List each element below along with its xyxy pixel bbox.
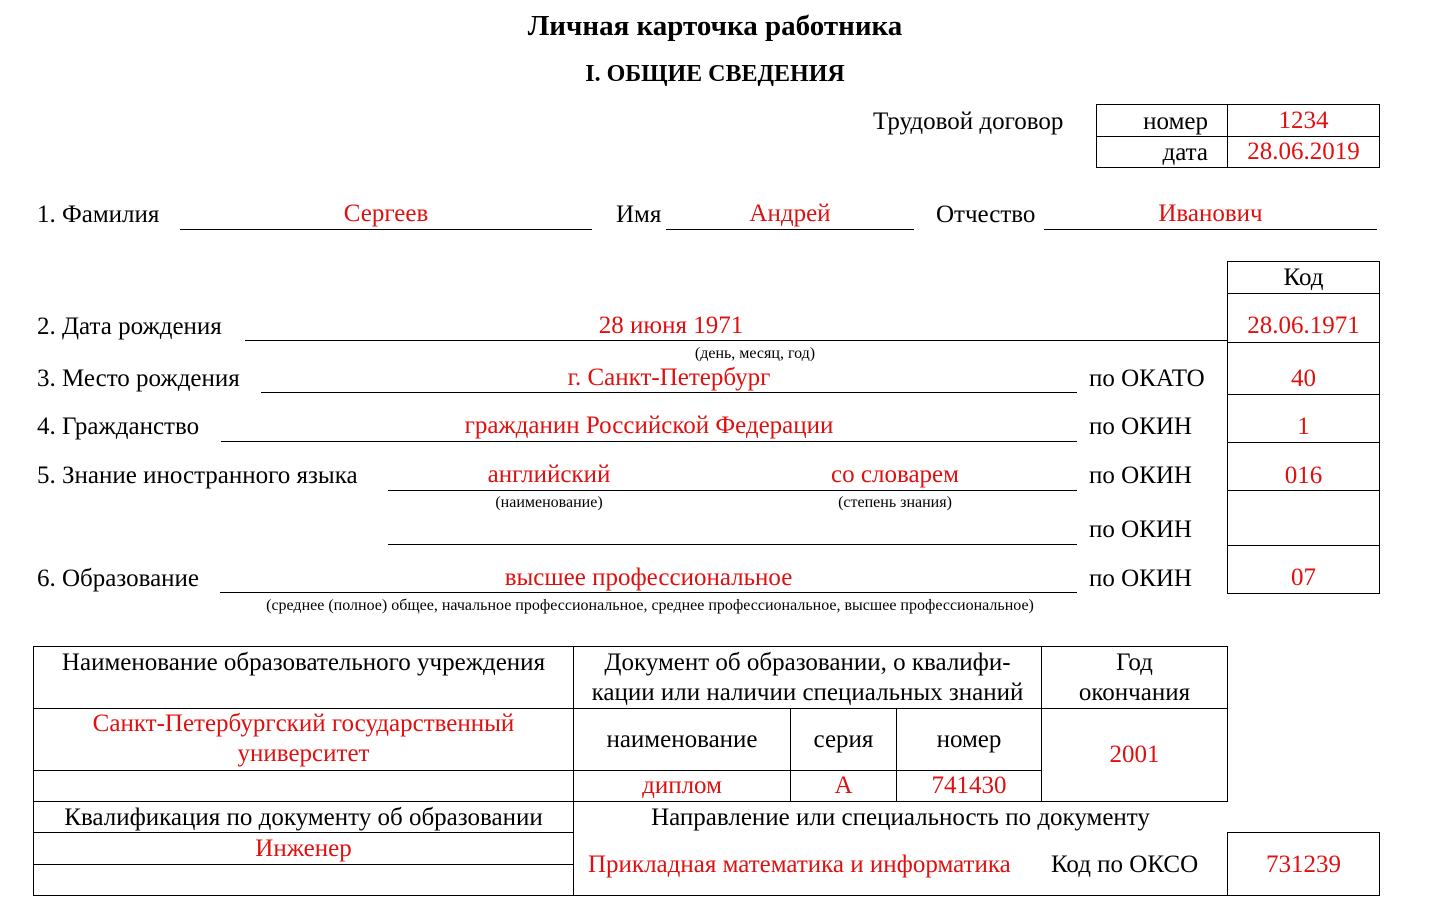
language2-field[interactable] [388,544,1077,545]
okso-code-field[interactable]: 731239 [1266,851,1341,878]
birth-date-field[interactable]: 28 июня 1971 [598,312,744,339]
section-title: I. ОБЩИЕ СВЕДЕНИЯ [585,61,845,87]
okin-label-language: по ОКИН [1089,462,1192,489]
contract-label: Трудовой договор [873,108,1064,135]
code-header: Код [1283,264,1324,291]
birth-date-hint: (день, месяц, год) [694,345,816,362]
page-title: Личная карточка работника [527,10,903,42]
education-code-field[interactable]: 07 [1291,564,1316,591]
contract-number-label: номер [1143,108,1208,135]
sub-header-name: наименование [606,726,758,753]
okato-code-field[interactable]: 40 [1291,365,1316,392]
language-name-field[interactable]: английский [487,461,611,488]
institution-field-line2[interactable]: университет [237,740,370,767]
birth-place-field[interactable]: г. Санкт-Петербург [567,364,771,391]
institution-field-line1[interactable]: Санкт-Петербургский государственный [92,710,515,737]
language-level-field[interactable]: со словарем [831,461,959,488]
education-field[interactable]: высшее профессиональное [504,564,793,591]
sub-header-number: номер [936,726,1002,753]
surname-label: 1. Фамилия [37,201,160,228]
sub-header-series: серия [813,726,874,753]
citizenship-code-field[interactable]: 1 [1297,413,1310,440]
citizenship-field[interactable]: гражданин Российской Федерации [464,412,834,439]
graduation-year-field[interactable]: 2001 [1109,741,1160,768]
patronymic-field[interactable]: Иванович [1158,200,1263,227]
okin-label-language2: по ОКИН [1089,516,1192,543]
first-name-field[interactable]: Андрей [749,200,831,227]
specialty-field[interactable]: Прикладная математика и информатика [588,851,1011,878]
language-label: 5. Знание иностранного языка [37,462,358,489]
doc-number-field[interactable]: 741430 [931,772,1007,799]
col-document-header-2: кации или наличии специальных знаний [591,679,1024,706]
okin-label-education: по ОКИН [1089,565,1192,592]
col-institution-header: Наименование образовательного учреждения [61,649,546,676]
education-label: 6. Образование [37,565,200,592]
language-code-field[interactable]: 016 [1284,462,1323,489]
specialty-label: Направление или специальность по документу [651,804,1150,831]
okso-label: Код по ОКСО [1051,851,1199,878]
qualification-label: Квалификация по документу об образовании [64,804,543,831]
birth-date-label: 2. Дата рождения [37,313,222,340]
contract-date-field[interactable]: 28.06.2019 [1247,138,1360,165]
okin-label-citizenship: по ОКИН [1089,413,1192,440]
language-name-hint: (наименование) [495,494,603,511]
first-name-label: Имя [616,201,662,228]
doc-series-field[interactable]: А [834,772,853,799]
qualification-field[interactable]: Инженер [255,835,352,862]
patronymic-label: Отчество [936,201,1036,228]
birth-code-field[interactable]: 28.06.1971 [1247,312,1360,339]
contract-date-label: дата [1162,139,1208,166]
education-hint: (среднее (полное) общее, начальное профессиональное, среднее профессиональное, высшее профессиональное) [266,597,1034,614]
language-level-hint: (степень знания) [838,494,952,511]
doc-name-field[interactable]: диплом [642,772,722,799]
surname-field[interactable]: Сергеев [343,200,429,227]
contract-number-field[interactable]: 1234 [1278,107,1329,134]
citizenship-label: 4. Гражданство [37,413,200,440]
birth-place-label: 3. Место рождения [37,365,240,392]
okato-label: по ОКАТО [1089,365,1205,392]
col-year-header-1: Год [1116,649,1153,676]
col-year-header-2: окончания [1078,679,1191,706]
col-document-header-1: Документ об образовании, о квалифи- [604,649,1011,676]
